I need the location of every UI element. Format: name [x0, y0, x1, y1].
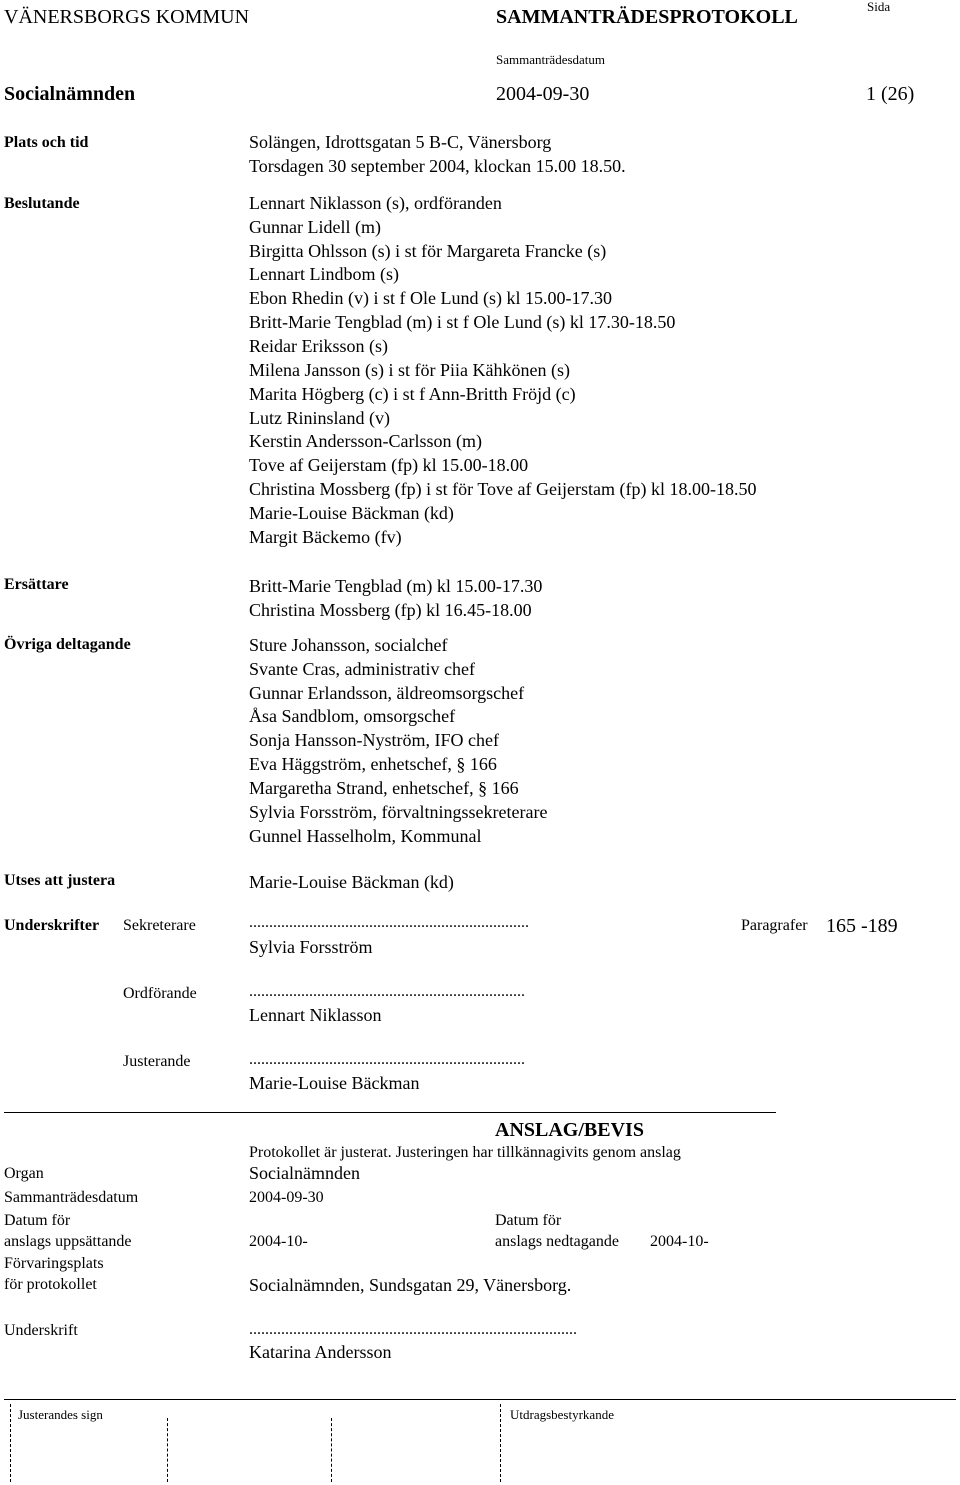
participant: Sture Johansson, socialchef [249, 635, 448, 655]
decision-maker: Lutz Rininsland (v) [249, 408, 390, 428]
place-time-label: Plats och tid [4, 134, 89, 151]
paragraph-range: 165 -189 [826, 915, 898, 937]
time-line: Torsdagen 30 september 2004, klockan 15.00 18.50. [249, 156, 626, 176]
removal-date: 2004-10- [650, 1233, 709, 1250]
meeting-date: 2004-09-30 [496, 83, 590, 105]
substitutes-label: Ersättare [4, 576, 69, 593]
storage-location: Socialnämnden, Sundsgatan 29, Vänersborg. [249, 1275, 572, 1295]
storage-label-line1: Förvaringsplats [4, 1255, 104, 1272]
decision-makers-label: Beslutande [4, 195, 80, 212]
posting-date: 2004-10- [249, 1233, 308, 1250]
secretary-label: Sekreterare [123, 917, 196, 934]
adjusters-sign-label: Justerandes sign [18, 1407, 103, 1422]
decision-maker: Gunnar Lidell (m) [249, 217, 381, 237]
removal-date-label-line1: Datum för [495, 1212, 562, 1229]
substitute: Christina Mossberg (fp) kl 16.45-18.00 [249, 600, 532, 620]
chair-label: Ordförande [123, 985, 197, 1002]
adjuster-sign-label: Justerande [123, 1053, 191, 1070]
footer-rule [4, 1399, 956, 1400]
section-divider [4, 1112, 776, 1113]
removal-date-label-line2: anslags nedtagande [495, 1233, 619, 1250]
adjuster-select-label: Utses att justera [4, 872, 116, 889]
notice-meeting-date-label: Sammanträdesdatum [4, 1189, 139, 1206]
page-number: 1 (26) [866, 83, 915, 105]
meeting-date-label: Sammanträdesdatum [496, 52, 606, 67]
participant: Margaretha Strand, enhetschef, § 166 [249, 778, 519, 798]
chair-signature-line: ..................................................................... [249, 983, 525, 1000]
participant: Eva Häggström, enhetschef, § 166 [249, 754, 497, 774]
posting-date-label-line1: Datum för [4, 1212, 71, 1229]
participant: Sylvia Forsström, förvaltningssekreterare [249, 802, 548, 822]
participant: Gunnar Erlandsson, äldreomsorgschef [249, 683, 525, 703]
decision-maker: Margit Bäckemo (fv) [249, 527, 402, 547]
posting-date-label-line2: anslags uppsättande [4, 1233, 132, 1250]
notice-signer-name: Katarina Andersson [249, 1342, 392, 1362]
decision-maker: Birgitta Ohlsson (s) i st för Margareta Francke (s) [249, 241, 607, 261]
participant: Gunnel Hasselholm, Kommunal [249, 826, 482, 846]
notice-meeting-date: 2004-09-30 [249, 1189, 324, 1206]
signatures-label: Underskrifter [4, 917, 100, 934]
decision-maker: Christina Mossberg (fp) i st för Tove af Geijerstam (fp) kl 18.00-18.50 [249, 479, 757, 499]
adjuster-name: Marie-Louise Bäckman (kd) [249, 872, 454, 892]
secretary-name: Sylvia Forsström [249, 937, 373, 957]
footer-box-divider [167, 1418, 168, 1482]
storage-label-line2: för protokollet [4, 1276, 97, 1293]
notice-title: ANSLAG/BEVIS [495, 1119, 644, 1141]
notice-statement: Protokollet är justerat. Justeringen har tillkännagivits genom anslag [249, 1144, 681, 1161]
adjuster-signature-name: Marie-Louise Bäckman [249, 1073, 420, 1093]
notice-signature-label: Underskrift [4, 1322, 78, 1339]
municipality-name: VÄNERSBORGS KOMMUN [4, 6, 250, 28]
committee-name: Socialnämnden [4, 83, 136, 105]
decision-maker: Britt-Marie Tengblad (m) i st f Ole Lund (s) kl 17.30-18.50 [249, 312, 676, 332]
participant: Åsa Sandblom, omsorgschef [249, 706, 456, 726]
page-label: Sida [867, 0, 891, 14]
paragraphs-label: Paragrafer [741, 917, 808, 934]
adjuster-signature-line: ..................................................................... [249, 1051, 525, 1068]
secretary-signature-line: ...................................................................... [249, 914, 529, 931]
substitute: Britt-Marie Tengblad (m) kl 15.00-17.30 [249, 576, 543, 596]
decision-maker: Marita Högberg (c) i st f Ann-Britth Fröjd (c) [249, 384, 576, 404]
place-line: Solängen, Idrottsgatan 5 B-C, Vänersborg [249, 132, 552, 152]
decision-maker: Kerstin Andersson-Carlsson (m) [249, 431, 482, 451]
participant: Svante Cras, administrativ chef [249, 659, 475, 679]
organ-value: Socialnämnden [249, 1163, 360, 1183]
decision-maker: Tove af Geijerstam (fp) kl 15.00-18.00 [249, 455, 529, 475]
certified-extract-label: Utdragsbestyrkande [510, 1407, 614, 1422]
footer-box-divider [331, 1418, 332, 1482]
decision-maker: Milena Jansson (s) i st för Piia Kähkönen (s) [249, 360, 570, 380]
participant: Sonja Hansson-Nyström, IFO chef [249, 730, 499, 750]
footer-box-divider [10, 1404, 11, 1482]
decision-maker: Reidar Eriksson (s) [249, 336, 388, 356]
document-type-title: SAMMANTRÄDESPROTOKOLL [496, 6, 798, 28]
footer-box-divider [500, 1404, 501, 1482]
chair-name: Lennart Niklasson [249, 1005, 382, 1025]
decision-maker: Lennart Niklasson (s), ordföranden [249, 193, 502, 213]
organ-label: Organ [4, 1165, 44, 1182]
decision-maker: Marie-Louise Bäckman (kd) [249, 503, 454, 523]
decision-maker: Ebon Rhedin (v) i st f Ole Lund (s) kl 15.00-17.30 [249, 288, 612, 308]
decision-maker: Lennart Lindbom (s) [249, 264, 399, 284]
others-label: Övriga deltagande [4, 636, 131, 653]
notice-signature-line: .................................................................................. [249, 1321, 577, 1338]
